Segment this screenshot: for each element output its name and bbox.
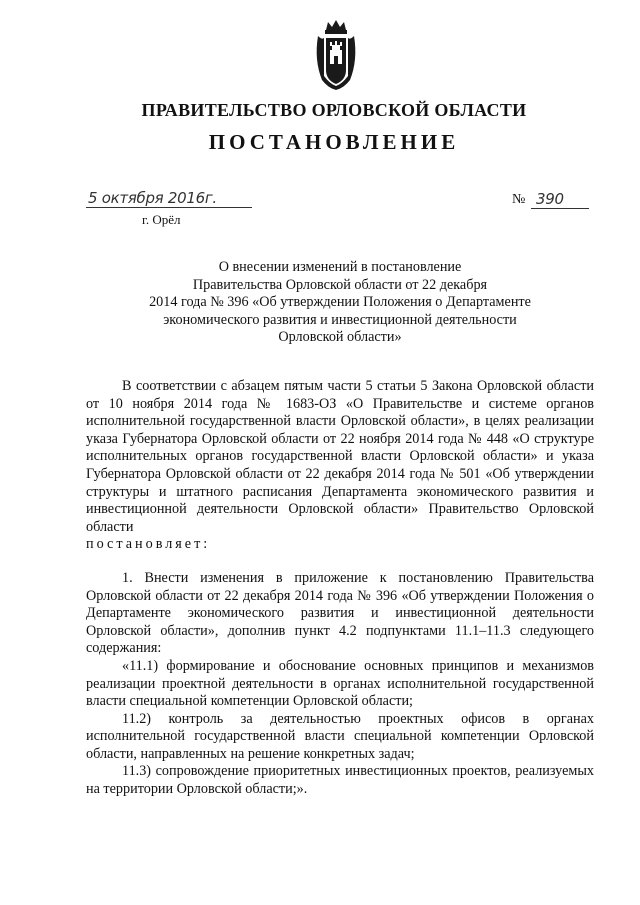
handwritten-date: 5 октября 2016г. (88, 189, 217, 207)
orel-region-coat-of-arms-icon (314, 20, 358, 92)
subitem-11-3-paragraph: 11.3) сопровождение приоритетных инвестиционных проектов, реализуемых на территории Орловской области;». (86, 763, 594, 798)
number-underline (531, 208, 589, 209)
item-1-paragraph: 1. Внести изменения в приложение к постановлению Правительства Орловской области от 22 декабря 2014 года № 396 «Об утверждении Положения о Департаменте экономического развития и инвестиционной деятельности Орловской области», дополнив пункт 4.2 подпунктами 11.1–11.3 следующего содержания: (86, 569, 594, 657)
city-label: г. Орёл (142, 212, 181, 227)
handwritten-number: 390 (536, 190, 564, 208)
date-underline (86, 207, 252, 208)
preamble-text: В соответствии с абзацем пятым части 5 статьи 5 Закона Орловской области от 10 ноября 2014 года № 1683-ОЗ «О Правительстве и системе органов исполнительной государственной власти Орловской области», в целях реализации указа Губернатора Орловской области от 22 ноября 2014 года № 448 «О структуре исполнительных органов государственной власти Орловской области» и указа Губернатора Орловской области от 22 декабря 2014 года № 501 «Об утверждении структуры и штатного расписания Департамента экономического развития и инвестиционной деятельности Орловской области» Правительство Орловской области (86, 378, 594, 535)
subject-line: 2014 года № 396 «Об утверждении Положения о Департаменте (149, 294, 531, 311)
government-title: ПРАВИТЕЛЬСТВО ОРЛОВСКОЙ ОБЛАСТИ (141, 100, 527, 120)
subject-line: Орловской области» (278, 329, 402, 346)
document-subject (90, 259, 590, 347)
subitem-11-1-paragraph: «11.1) формирование и обоснование основных принципов и механизмов реализации проектной деятельности в органах исполнительной государственной власти специальной компетенции Орловской области; (86, 657, 594, 710)
document-body (86, 378, 594, 799)
number-label: № (512, 192, 526, 207)
subject-line: О внесении изменений в постановление (218, 259, 462, 275)
subject-line: экономического развития и инвестиционной деятельности (163, 311, 517, 328)
subitem-11-2-paragraph: 11.2) контроль за деятельностью проектных офисов в органах исполнительной государственной власти специальной компетенции Орловской области, направленных на решение конкретных задач; (86, 710, 594, 762)
preamble-paragraph (86, 378, 594, 536)
resolves-word: постановляет: (86, 536, 211, 553)
resolves-paragraph (86, 536, 594, 554)
document-type-title: ПОСТАНОВЛЕНИЕ (208, 130, 460, 154)
subject-line: Правительства Орловской области от 22 декабря (192, 276, 488, 293)
